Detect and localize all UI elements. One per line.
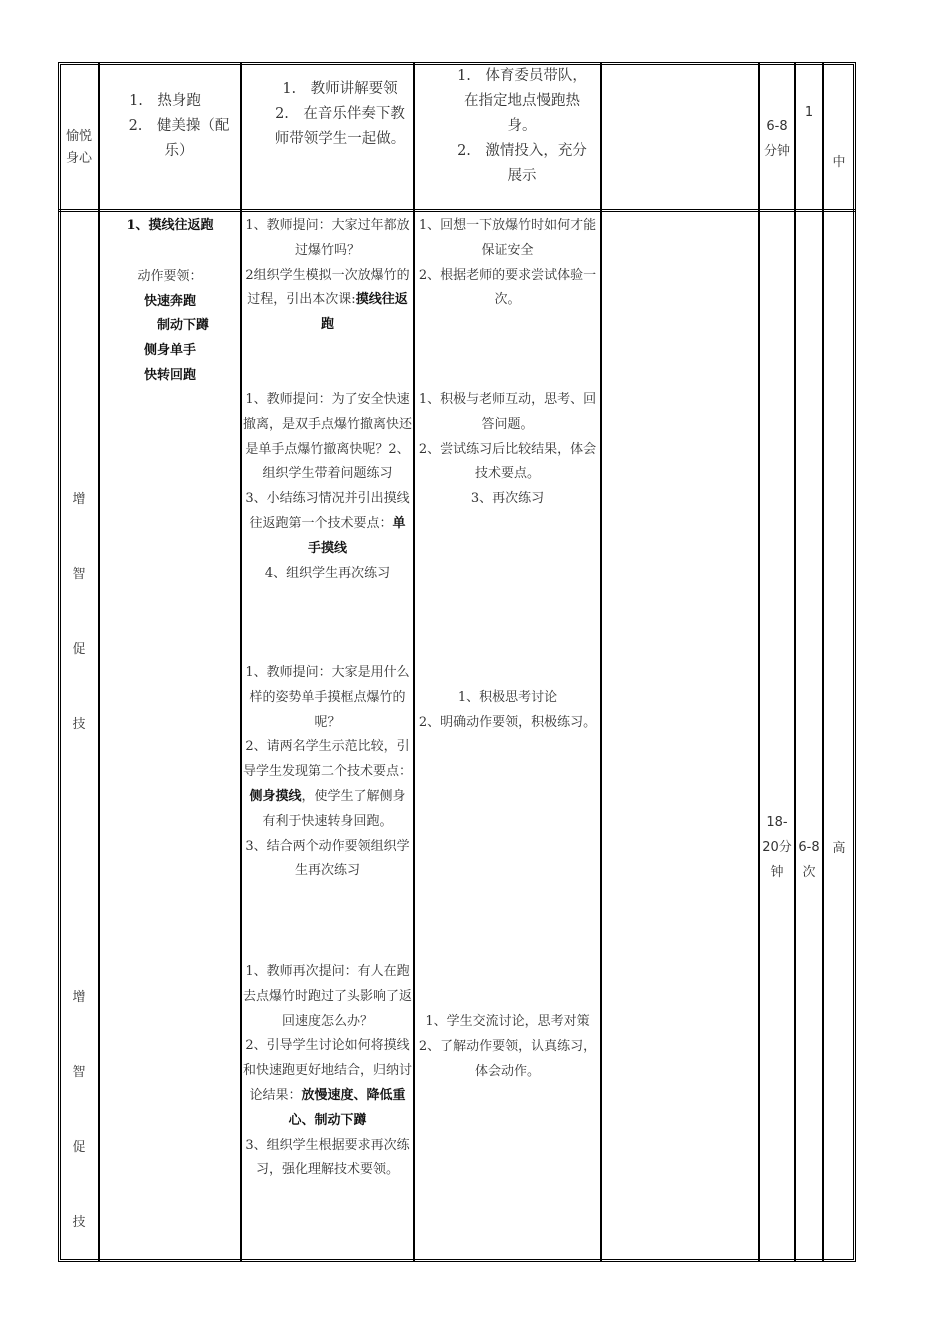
stage-char: 促 bbox=[72, 642, 86, 657]
teacher-block-3 bbox=[243, 661, 412, 884]
student-item: 1. 体育委员带队，在指定地点慢跑热身。 bbox=[457, 68, 587, 134]
stage-label-warmup: 愉悦身心 bbox=[65, 129, 92, 166]
teacher-item: 3、组织学生根据要求再次练习，强化理解技术要领。 bbox=[245, 1137, 410, 1178]
teacher-key-point: 侧身摸线 bbox=[249, 788, 302, 804]
stage-char: 智 bbox=[72, 1065, 86, 1080]
teacher-item: 2. 在音乐伴奏下教师带领学生一起做。 bbox=[274, 106, 406, 147]
student-item: 1、积极思考讨论 bbox=[457, 690, 558, 705]
student-block-3 bbox=[416, 686, 599, 736]
content-warmup bbox=[100, 89, 240, 164]
time-shuttle-run: 18-20分钟 bbox=[762, 815, 792, 880]
teacher-item: 1. 教师讲解要领 bbox=[282, 81, 398, 97]
student-item: 1、积极与老师互动，思考、回答问题。 bbox=[418, 392, 597, 432]
student-item: 2. 激情投入，充分展示 bbox=[457, 143, 587, 184]
stage-char: 智 bbox=[72, 567, 86, 582]
column-divider bbox=[600, 62, 602, 1262]
stage-char: 增 bbox=[72, 492, 86, 507]
column-divider bbox=[822, 62, 824, 1262]
column-divider bbox=[240, 62, 242, 1262]
teacher-block-2 bbox=[243, 388, 412, 586]
student-item: 1、学生交流讨论，思考对策 bbox=[425, 1014, 590, 1029]
teacher-item: ，使学生了解侧身有利于快速转身回跑。 bbox=[262, 788, 406, 829]
teacher-item: 1、教师提问：大家是用什么样的姿势单手摸框点爆竹的呢？ bbox=[245, 665, 410, 730]
teacher-item: 4、组织学生再次练习 bbox=[264, 565, 391, 581]
essential-item: 快转回跑 bbox=[143, 367, 196, 383]
student-item: 1、回想一下放爆竹时如何才能保证安全 bbox=[418, 218, 597, 258]
stage-char: 增 bbox=[72, 990, 86, 1005]
content-shuttle-run bbox=[100, 214, 240, 389]
reps-shuttle-run: 6-8次 bbox=[798, 840, 820, 880]
student-activity-warmup bbox=[416, 64, 598, 189]
essential-item: 侧身单手 bbox=[143, 343, 196, 359]
column-divider bbox=[794, 62, 796, 1262]
student-item: 2、尝试练习后比较结果，体会技术要点。 bbox=[418, 441, 597, 482]
intensity-shuttle-run: 高 bbox=[832, 841, 846, 856]
stage-char: 技 bbox=[72, 1215, 86, 1230]
essentials-label: 动作要领： bbox=[137, 268, 203, 284]
column-divider bbox=[413, 62, 415, 1262]
content-item: 1. 热身跑 bbox=[129, 93, 201, 109]
student-item: 3、再次练习 bbox=[470, 491, 545, 507]
teacher-block-4 bbox=[243, 960, 412, 1183]
student-block-2 bbox=[416, 388, 599, 512]
student-block-1 bbox=[416, 214, 599, 313]
student-item: 2、明确动作要领，积极练习。 bbox=[418, 714, 597, 730]
time-warmup: 6-8分钟 bbox=[763, 119, 790, 159]
teacher-key-point: 摸线往返跑 bbox=[320, 292, 408, 333]
stage-char: 技 bbox=[72, 717, 86, 732]
student-block-4 bbox=[416, 1010, 599, 1084]
reps-warmup: 1 bbox=[804, 105, 814, 120]
content-item: 2. 健美操（配乐） bbox=[128, 118, 230, 159]
row-divider bbox=[58, 209, 856, 212]
teacher-item: 1、教师再次提问：有人在跑去点爆竹时跑过了头影响了返回速度怎么办？ bbox=[243, 964, 413, 1029]
teacher-block-1 bbox=[243, 214, 412, 338]
content-title: 1、摸线往返跑 bbox=[126, 218, 214, 233]
teacher-activity-warmup bbox=[243, 77, 411, 152]
teacher-item: 3、小结练习情况并引出摸线往返跑第一个技术要点： bbox=[245, 491, 410, 531]
teacher-item: 1、教师提问：大家过年都放过爆竹吗？ bbox=[245, 218, 410, 258]
essential-item: 快速奔跑 bbox=[143, 293, 196, 309]
student-item: 2、根据老师的要求尝试体验一次。 bbox=[418, 267, 597, 308]
teacher-key-point: 放慢速度、降低重心、制动下蹲 bbox=[288, 1087, 406, 1128]
teacher-key-point: 单手摸线 bbox=[307, 515, 406, 556]
teacher-item: 2组织学生模拟一次放爆竹的过程，引出本次课: bbox=[245, 267, 410, 308]
teacher-item: 3、结合两个动作要领组织学生再次练习 bbox=[245, 838, 410, 879]
teacher-item: 1、教师提问：为了安全快速撤离，是双手点爆竹撤离快还是单手点爆竹撤离快呢？2、组织学生带着问题练习 bbox=[243, 392, 413, 482]
column-divider bbox=[758, 62, 760, 1262]
stage-char: 促 bbox=[72, 1140, 86, 1155]
student-item: 2、了解动作要领，认真练习，体会动作。 bbox=[418, 1038, 597, 1079]
intensity-warmup: 中 bbox=[832, 155, 846, 170]
teacher-item: 2、请两名学生示范比较，引导学生发现第二个技术要点： bbox=[243, 739, 413, 780]
essential-item: 制动下蹲 bbox=[156, 318, 209, 334]
teacher-item: 2、引导学生讨论如何将摸线和快速跑更好地结合，归纳讨论结果： bbox=[243, 1038, 413, 1103]
